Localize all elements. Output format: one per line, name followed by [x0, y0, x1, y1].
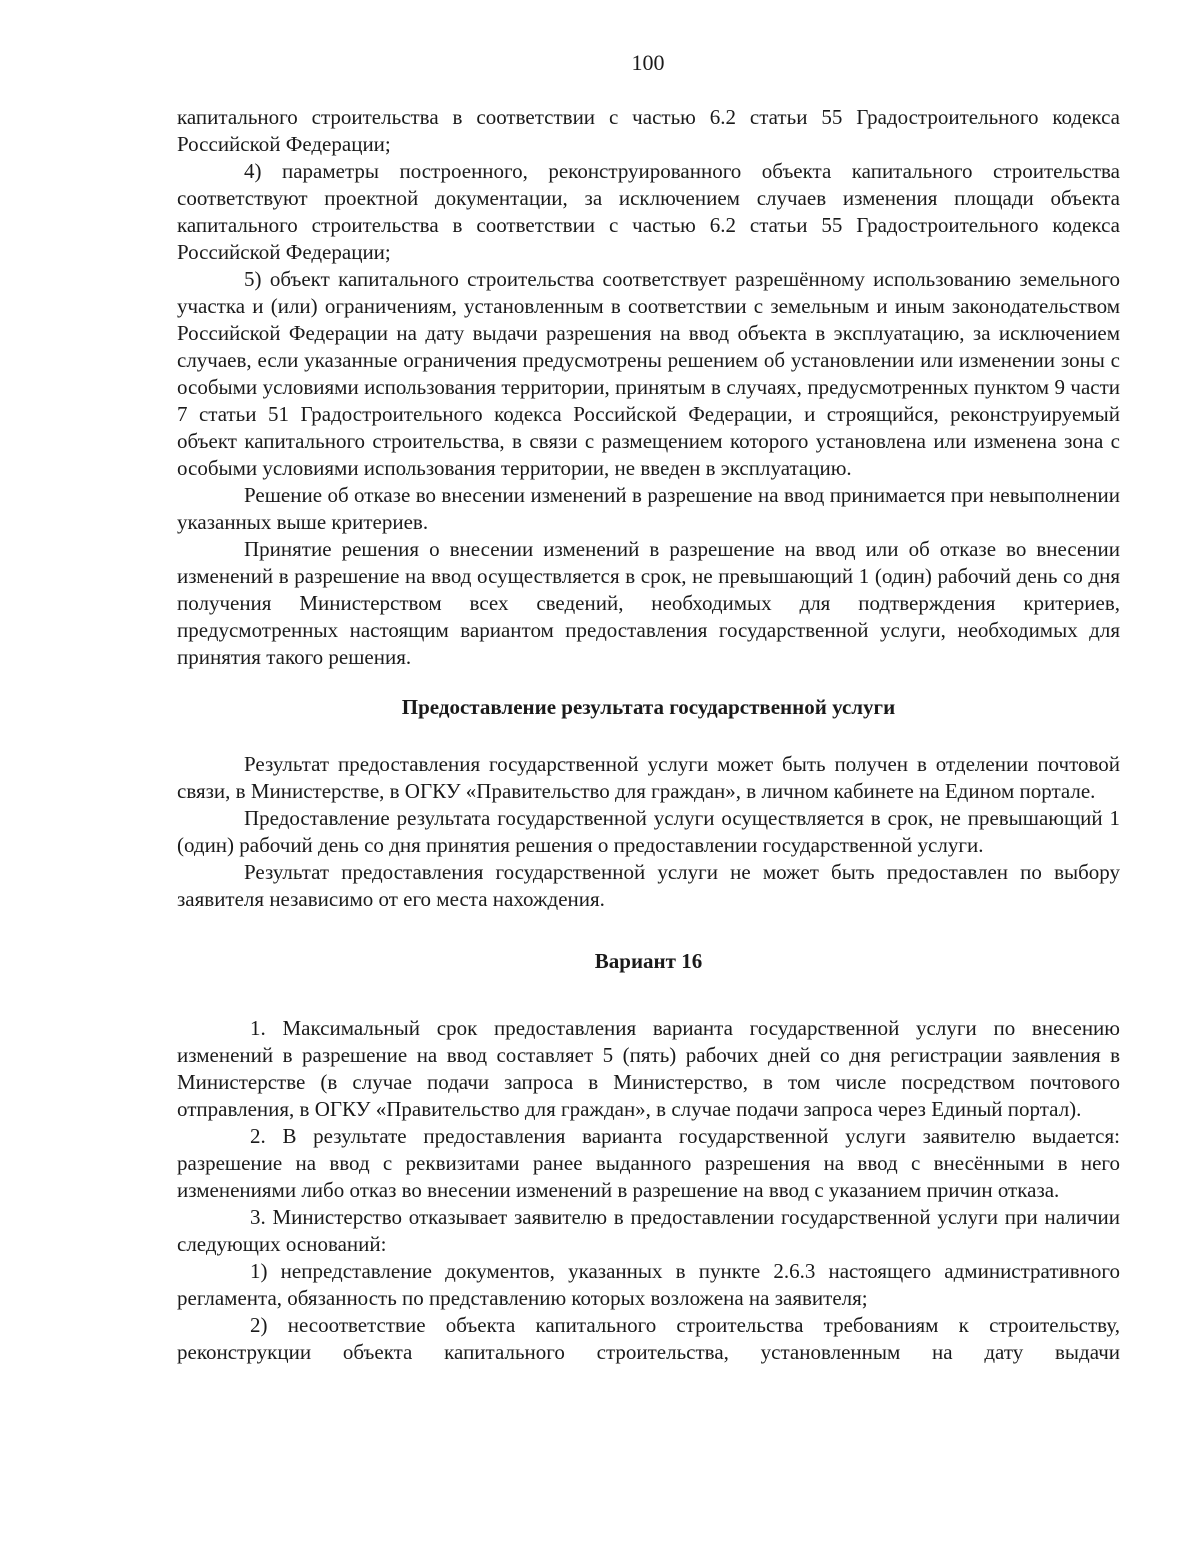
document-body	[177, 104, 1120, 1366]
paragraph: 1. Максимальный срок предоставления варианта государственной услуги по внесению изменений в разрешение на ввод составляет 5 (пять) рабочих дней со дня регистрации заявления в Министерстве (в случае подачи запроса в Министерство, в том числе посредством почтового отправления, в ОГКУ «Правительство для граждан», в случае подачи запроса через Единый портал).	[177, 1016, 1120, 1121]
section-heading: Предоставление результата государственной услуги	[401, 695, 896, 719]
paragraph: Результат предоставления государственной услуги может быть получен в отделении почтовой связи, в Министерстве, в ОГКУ «Правительство для граждан», в личном кабинете на Едином портале.	[177, 752, 1120, 803]
paragraph: 4) параметры построенного, реконструированного объекта капитального строительства соответствуют проектной документации, за исключением случаев изменения площади объекта капитального строительства в соответствии с частью 6.2 статьи 55 Градостроительного кодекса Российской Федерации;	[177, 159, 1120, 264]
variant-heading: Вариант 16	[594, 949, 703, 973]
paragraph: Предоставление результата государственной услуги осуществляется в срок, не превышающий 1 (один) рабочий день со дня принятия решения о предоставлении государственной услуги.	[177, 806, 1120, 857]
paragraph: 2) несоответствие объекта капитального строительства требованиям к строительству, реконструкции объекта капитального строительства, установленным на дату выдачи	[177, 1313, 1120, 1364]
paragraph: 3. Министерство отказывает заявителю в предоставлении государственной услуги при наличии следующих оснований:	[177, 1205, 1120, 1256]
paragraph: 2. В результате предоставления варианта государственной услуги заявителю выдается: разрешение на ввод с реквизитами ранее выданного разрешения на ввод с внесёнными в него изменениями либо отказ во внесении изменений в разрешение на ввод с указанием причин отказа.	[177, 1124, 1120, 1202]
paragraph: Решение об отказе во внесении изменений в разрешение на ввод принимается при невыполнении указанных выше критериев.	[177, 483, 1120, 534]
paragraph: 1) непредставление документов, указанных в пункте 2.6.3 настоящего административного регламента, обязанность по представлению которых возложена на заявителя;	[177, 1259, 1120, 1310]
paragraph: 5) объект капитального строительства соответствует разрешённому использованию земельного участка и (или) ограничениям, установленным в соответствии с земельным и иным законодательством Российской Федерации на дату выдачи разрешения на ввод объекта в эксплуатацию, за исключением случаев, если указанные ограничения предусмотрены решением об установлении или изменении зоны с особыми условиями использования территории, принятым в случаях, предусмотренных пунктом 9 части 7 статьи 51 Градостроительного кодекса Российской Федерации, и строящийся, реконструируемый объект капитального строительства, в связи с размещением которого установлена или изменена зона с особыми условиями использования территории, не введен в эксплуатацию.	[177, 267, 1120, 480]
page-number: 100	[631, 50, 665, 75]
paragraph: капитального строительства в соответствии с частью 6.2 статьи 55 Градостроительного кодекса Российской Федерации;	[177, 105, 1120, 156]
paragraph: Результат предоставления государственной услуги не может быть предоставлен по выбору заявителя независимо от его места нахождения.	[177, 860, 1120, 911]
paragraph: Принятие решения о внесении изменений в разрешение на ввод или об отказе во внесении изменений в разрешение на ввод осуществляется в срок, не превышающий 1 (один) рабочий день со дня получения Министерством всех сведений, необходимых для подтверждения критериев, предусмотренных настоящим вариантом предоставления государственной услуги, необходимых для принятия такого решения.	[177, 537, 1120, 669]
